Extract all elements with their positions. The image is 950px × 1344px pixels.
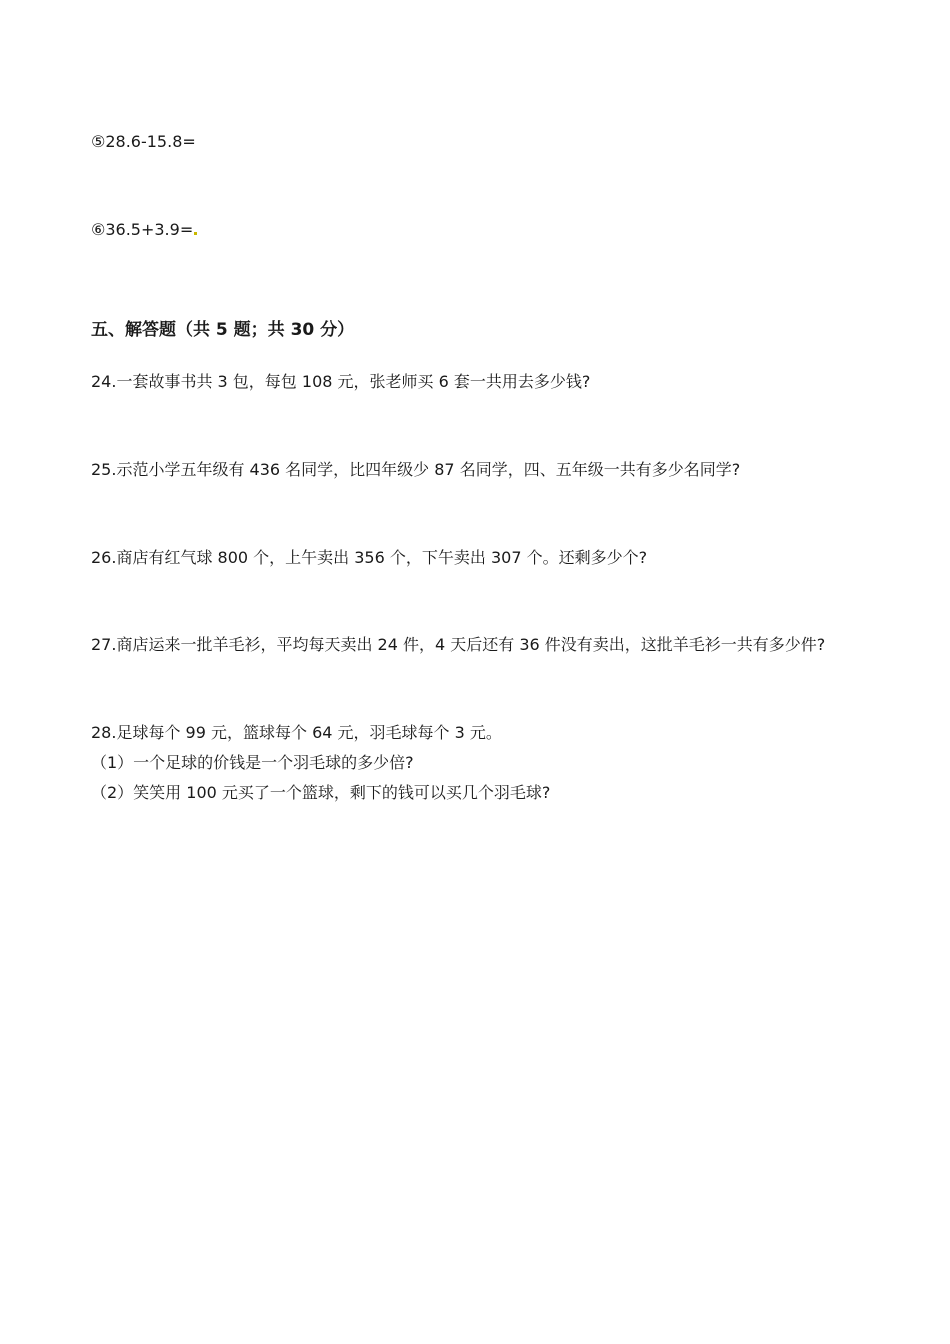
section-heading: 五、解答题（共 5 题；共 30 分） [91, 320, 355, 340]
question-24: 24.一套故事书共 3 包，每包 108 元，张老师买 6 套一共用去多少钱? [91, 372, 591, 391]
calc-item-5-text: ⑤28.6-15.8= [91, 132, 196, 151]
calc-item-6 [91, 219, 197, 241]
question-26: 26.商店有红气球 800 个，上午卖出 356 个，下午卖出 307 个。还剩多少个? [91, 548, 648, 567]
calc-item-6-text: ⑥36.5+3.9= [91, 220, 194, 239]
question-28: 28.足球每个 99 元，篮球每个 64 元，羽毛球每个 3 元。 [91, 723, 502, 742]
question-27: 27.商店运来一批羊毛衫，平均每天卖出 24 件，4 天后还有 36 件没有卖出，这批羊毛衫一共有多少件? [91, 635, 826, 654]
dot-mark [194, 232, 197, 235]
calc-item-5 [91, 131, 196, 153]
question-25: 25.示范小学五年级有 436 名同学，比四年级少 87 名同学，四、五年级一共有多少名同学? [91, 460, 741, 479]
question-28-part-2: （2）笑笑用 100 元买了一个篮球，剩下的钱可以买几个羽毛球? [91, 783, 551, 802]
question-28-part-1: （1）一个足球的价钱是一个羽毛球的多少倍? [91, 753, 414, 772]
